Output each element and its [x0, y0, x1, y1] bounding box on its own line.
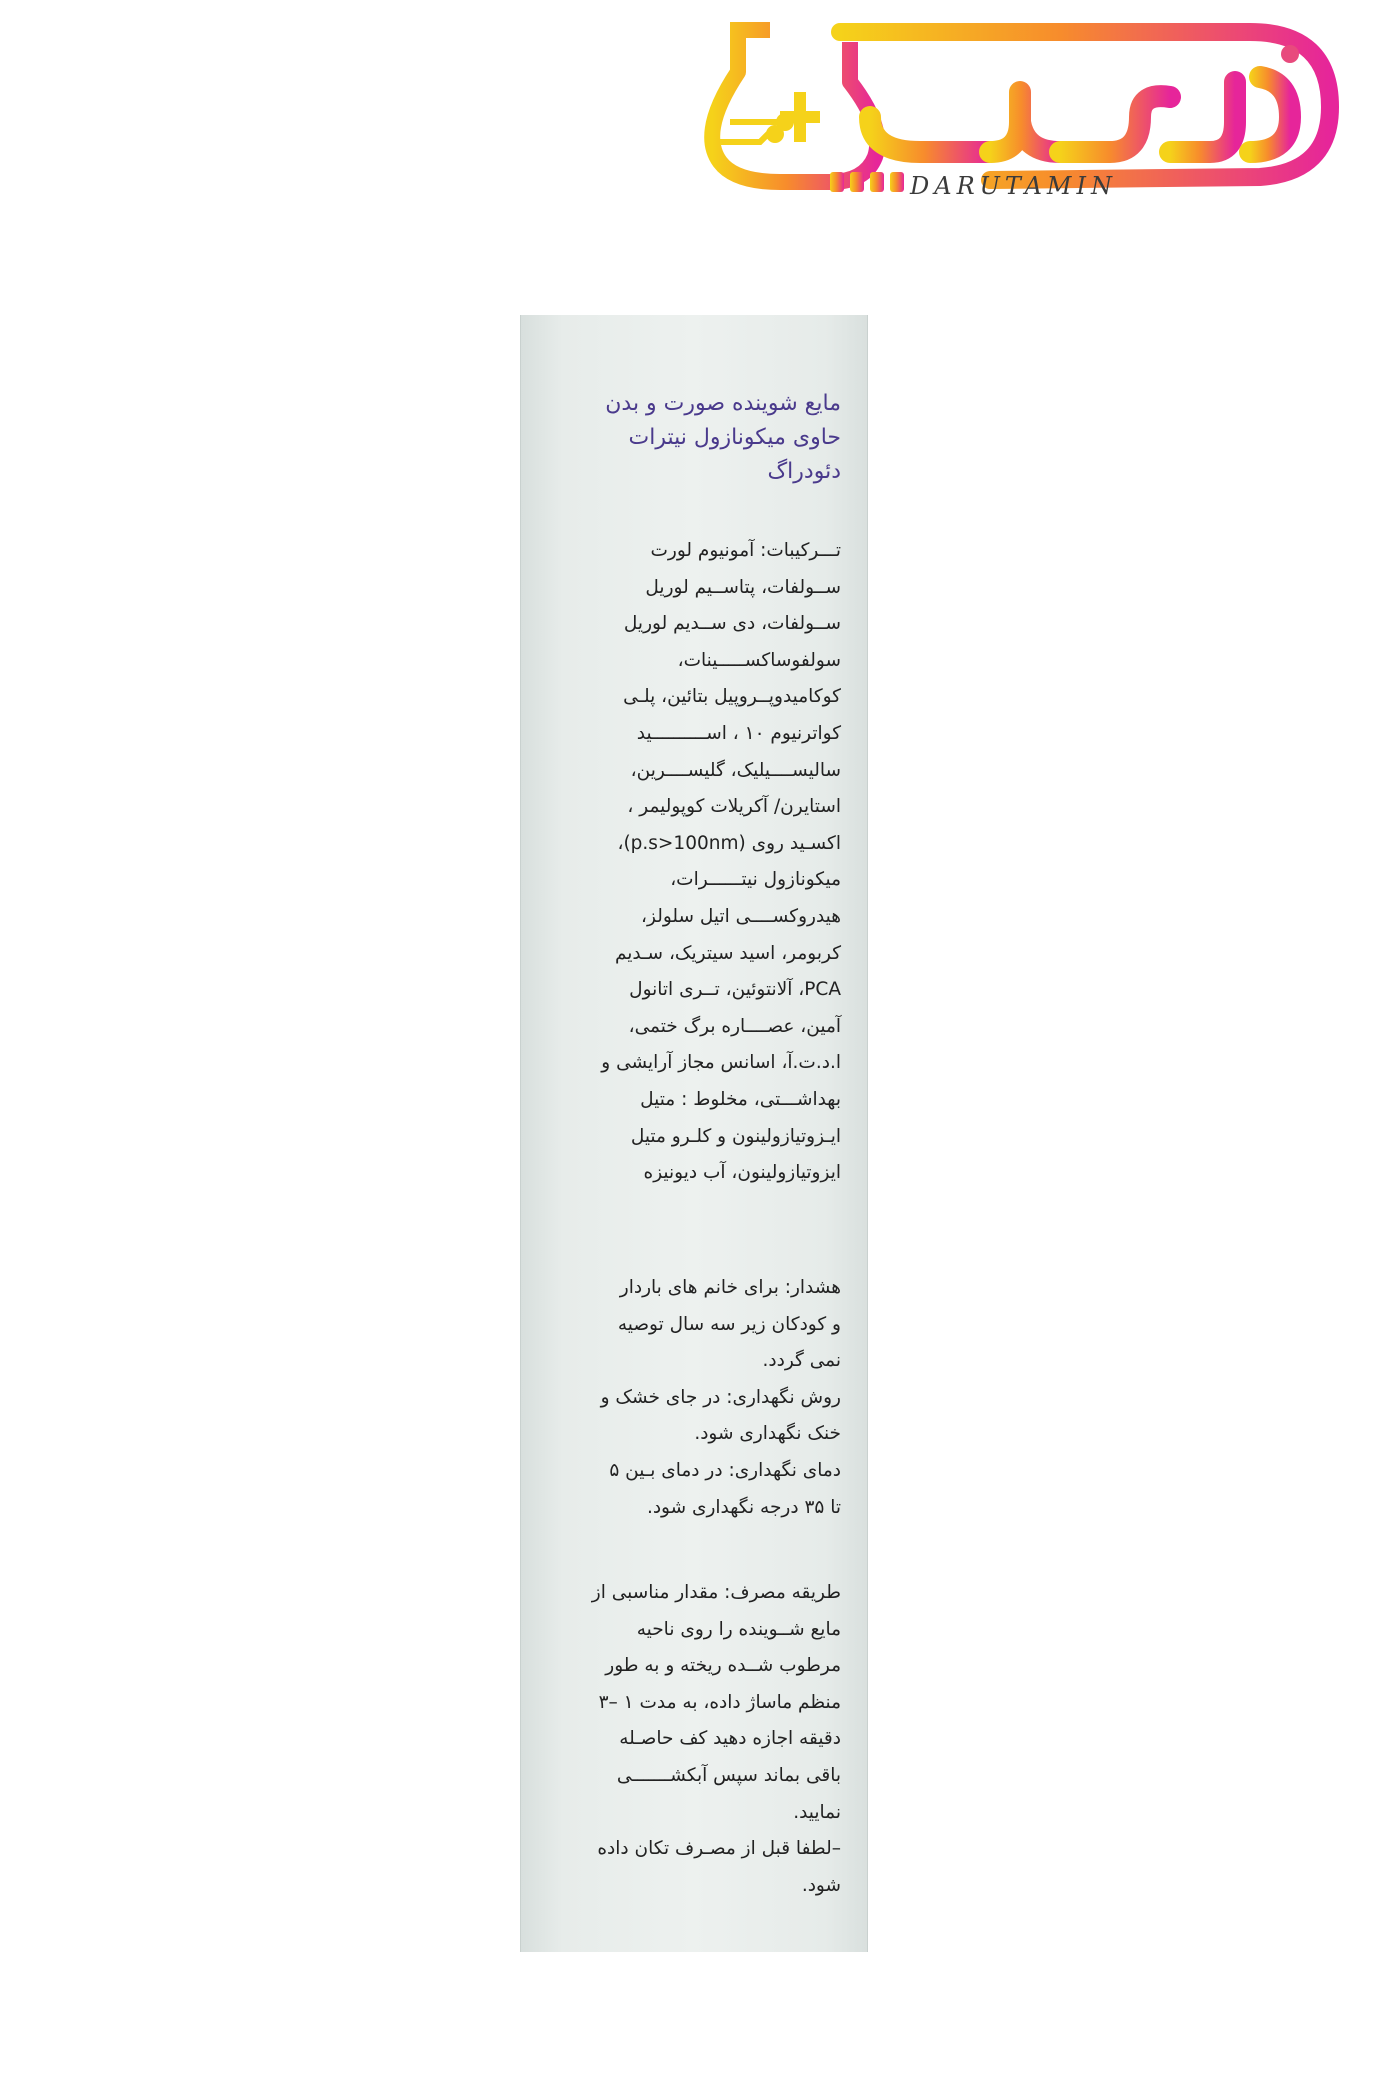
ingredients-line: ا.د.ت.آ، اسانس مجاز آرایشی و	[601, 1052, 841, 1074]
ingredients-line: ســولفات، پتاســیم لوریل	[645, 576, 841, 598]
ingredients-line: کربومر، اسید سیتریک، سـدیم	[614, 942, 841, 964]
usage-line: –لطفا قبل از مصـرف تکان داده	[597, 1838, 841, 1860]
ingredients-line: اکسـید روی (p.s>100nm)،	[617, 832, 841, 854]
usage-line: شود.	[801, 1874, 841, 1896]
ingredients-line: آمین، عصــــاره برگ ختمی،	[628, 1015, 841, 1037]
ingredients-line: بهداشـــتی، مخلوط : متیل	[640, 1088, 841, 1110]
warning-line: و کودکان زیر سه سال توصیه	[617, 1313, 841, 1335]
ingredients-line: استایرن/ آکریلات کوپولیمر ،	[627, 796, 841, 818]
ingredients-line: PCA، آلانتوئین، تــری اتانول	[629, 979, 841, 1001]
title-line: حاوی میکونازول نیترات	[628, 425, 841, 450]
warning-storage-section	[551, 1270, 841, 1526]
temperature-line: دمای نگهداری: در دمای بـین ۵	[609, 1459, 841, 1481]
ingredients-line: سالیســــیلیک، گلیســــرین،	[630, 759, 841, 781]
usage-line: نمایید.	[793, 1801, 841, 1823]
ingredients-line: کوکامیدوپــروپیل بتائین، پلـی	[623, 686, 841, 708]
ingredients-line: ســولفات، دی ســدیم لوریل	[623, 613, 841, 635]
ingredients-line: ایـزوتیازولینون و کلـرو متیل	[630, 1125, 841, 1147]
storage-line: خنک نگهداری شود.	[694, 1423, 841, 1445]
warning-line: هشدار: برای خانم های باردار	[619, 1277, 841, 1298]
ingredients-line: میکونازول نیتــــــرات،	[670, 869, 841, 891]
usage-line: طریقه مصرف: مقدار مناسبی از	[591, 1582, 841, 1603]
ingredients-line: هیدروکســــی اتیل سلولز،	[641, 905, 841, 927]
ingredients-section	[551, 533, 841, 1192]
usage-line: مایع شــوینده را روی ناحیه	[636, 1618, 841, 1640]
ingredients-line: ایزوتیازولینون، آب دیونیزه	[643, 1162, 841, 1184]
warning-line: نمی گردد.	[762, 1350, 841, 1372]
title-line: مایع شوینده صورت و بدن	[605, 391, 841, 416]
product-box-side-panel	[520, 315, 868, 1952]
usage-line: باقی بماند سپس آبکشـــــــی	[616, 1764, 841, 1786]
usage-line: مرطوب شــده ریخته و به طور	[605, 1655, 841, 1677]
usage-line: دقیقه اجازه دهید کف حاصـله	[619, 1728, 841, 1750]
title-line: دئودراگ	[767, 459, 841, 484]
ingredients-line: کواترنیوم ۱۰ ، اســــــــــید	[636, 722, 841, 744]
ingredients-line: تـــرکیبات: آمونیوم لورت	[650, 540, 841, 561]
brand-latin-name: DARUTAMIN	[910, 172, 1117, 200]
brand-logo	[690, 22, 1340, 212]
storage-line: روش نگهداری: در جای خشک و	[600, 1386, 841, 1408]
ingredients-line: سولفوساکســـــینات،	[677, 649, 841, 671]
product-title	[551, 387, 841, 489]
usage-line: منظم ماساژ داده، به مدت ۱ –۳	[598, 1691, 841, 1713]
temperature-line: تا ۳۵ درجه نگهداری شود.	[646, 1496, 841, 1518]
usage-section	[551, 1575, 841, 1904]
